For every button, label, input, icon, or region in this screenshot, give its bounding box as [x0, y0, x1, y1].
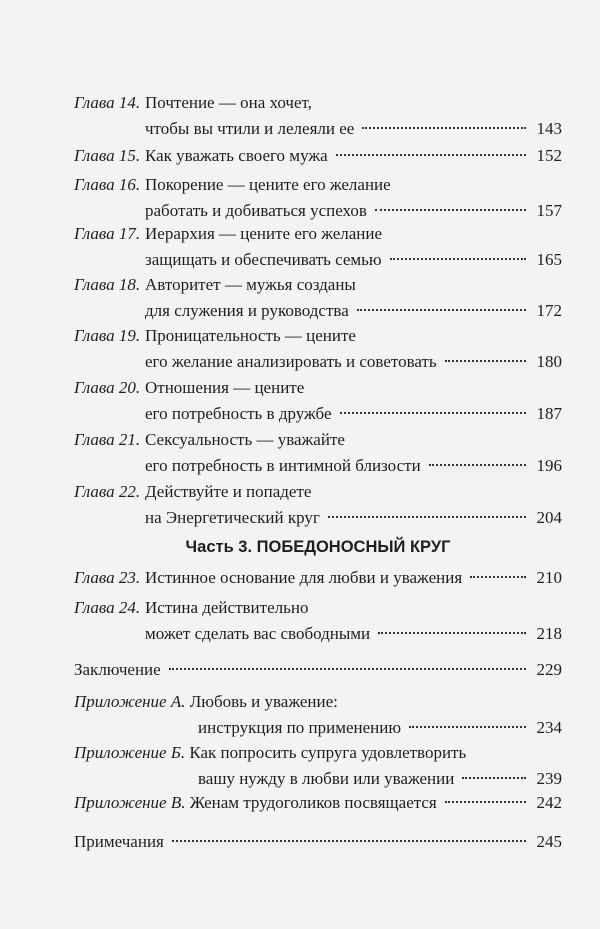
dot-leader: [429, 464, 526, 466]
dot-leader: [340, 412, 526, 414]
toc-entry: [74, 272, 562, 324]
dot-leader: [462, 777, 526, 779]
page-number: 234: [536, 718, 562, 737]
chapter-label: Глава 15.: [74, 146, 141, 165]
appendix-title: Женам трудоголиков посвящается: [189, 793, 437, 812]
toc-entry: [74, 829, 562, 855]
toc-entry: [74, 565, 562, 591]
chapter-label: Глава 18.: [74, 275, 141, 294]
chapter-label: Глава 21.: [74, 430, 141, 449]
chapter-title-cont: защищать и обеспечивать семью: [145, 250, 382, 269]
chapter-title: Истинное основание для любви и уважения: [145, 568, 463, 587]
page-number: 245: [536, 832, 562, 851]
chapter-label: Глава 16.: [74, 175, 141, 194]
chapter-title: Покорение — цените его желание: [145, 175, 391, 194]
page-number: 210: [536, 568, 562, 587]
dot-leader: [362, 127, 526, 129]
toc-entry: [74, 172, 562, 224]
toc-entry: [74, 790, 562, 816]
toc-entry: [74, 375, 562, 427]
chapter-label: Глава 24.: [74, 598, 141, 617]
chapter-title: Авторитет — мужья созданы: [145, 275, 356, 294]
chapter-title-cont: его желание анализировать и советовать: [145, 352, 437, 371]
chapter-title-cont: на Энергетический круг: [145, 508, 320, 527]
page-number: 242: [536, 793, 562, 812]
dot-leader: [169, 668, 526, 670]
page-number: 165: [536, 250, 562, 269]
chapter-label: Глава 22.: [74, 482, 141, 501]
dot-leader: [328, 516, 526, 518]
chapter-title-cont: может сделать вас свободными: [145, 624, 371, 643]
chapter-title: Истина действительно: [145, 598, 309, 617]
toc-entry: [74, 90, 562, 142]
chapter-label: Глава 14.: [74, 93, 141, 112]
toc-entry: [74, 479, 562, 531]
chapter-title-cont: его потребность в дружбе: [145, 404, 332, 423]
chapter-title-cont: его потребность в интимной близости: [145, 456, 421, 475]
dot-leader: [445, 360, 526, 362]
page-number: 157: [536, 201, 562, 220]
chapter-title: Как уважать своего мужа: [145, 146, 328, 165]
chapter-label: Глава 20.: [74, 378, 141, 397]
page-number: 143: [536, 119, 562, 138]
chapter-title: Действуйте и попадете: [145, 482, 312, 501]
chapter-title: Проницательность — цените: [145, 326, 356, 345]
notes-title: Примечания: [74, 832, 164, 851]
page-number: 172: [536, 301, 562, 320]
appendix-title: Любовь и уважение:: [189, 692, 338, 711]
dot-leader: [357, 309, 526, 311]
dot-leader: [336, 154, 526, 156]
chapter-label: Глава 19.: [74, 326, 141, 345]
page-number: 187: [536, 404, 562, 423]
chapter-label: Глава 23.: [74, 568, 141, 587]
dot-leader: [378, 632, 526, 634]
dot-leader: [409, 726, 526, 728]
page-number: 229: [536, 660, 562, 679]
toc-entry: [74, 221, 562, 273]
dot-leader: [445, 801, 526, 803]
dot-leader: [390, 258, 526, 260]
chapter-title: Почтение — она хочет,: [145, 93, 312, 112]
chapter-title: Иерархия — цените его желание: [145, 224, 383, 243]
toc-entry: [74, 657, 562, 683]
chapter-title: Сексуальность — уважайте: [145, 430, 345, 449]
conclusion-title: Заключение: [74, 660, 161, 679]
part-heading: Часть 3. ПОБЕДОНОСНЫЙ КРУГ: [185, 538, 451, 556]
appendix-label: Приложение Б.: [74, 743, 186, 762]
page-number: 152: [536, 146, 562, 165]
toc-entry: [74, 427, 562, 479]
chapter-title-cont: чтобы вы чтили и лелеяли ее: [145, 119, 355, 138]
page-number: 180: [536, 352, 562, 371]
toc-entry: [74, 740, 562, 792]
appendix-label: Приложение А.: [74, 692, 186, 711]
chapter-title: Отношения — цените: [145, 378, 305, 397]
chapter-title-cont: для служения и руководства: [145, 301, 349, 320]
page-number: 196: [536, 456, 562, 475]
chapter-title-cont: работать и добиваться успехов: [145, 201, 367, 220]
toc-entry: [74, 323, 562, 375]
page-number: 204: [536, 508, 562, 527]
toc-entry: [74, 595, 562, 647]
page-number: 218: [536, 624, 562, 643]
appendix-title: Как попросить супруга удовлетворить: [189, 743, 467, 762]
appendix-title-cont: вашу нужду в любви или уважении: [198, 769, 455, 788]
dot-leader: [172, 840, 526, 842]
page-number: 239: [536, 769, 562, 788]
appendix-title-cont: инструкция по применению: [198, 718, 402, 737]
dot-leader: [375, 209, 526, 211]
dot-leader: [470, 576, 526, 578]
chapter-label: Глава 17.: [74, 224, 141, 243]
toc-entry: [74, 143, 562, 169]
appendix-label: Приложение В.: [74, 793, 186, 812]
toc-entry: [74, 689, 562, 741]
